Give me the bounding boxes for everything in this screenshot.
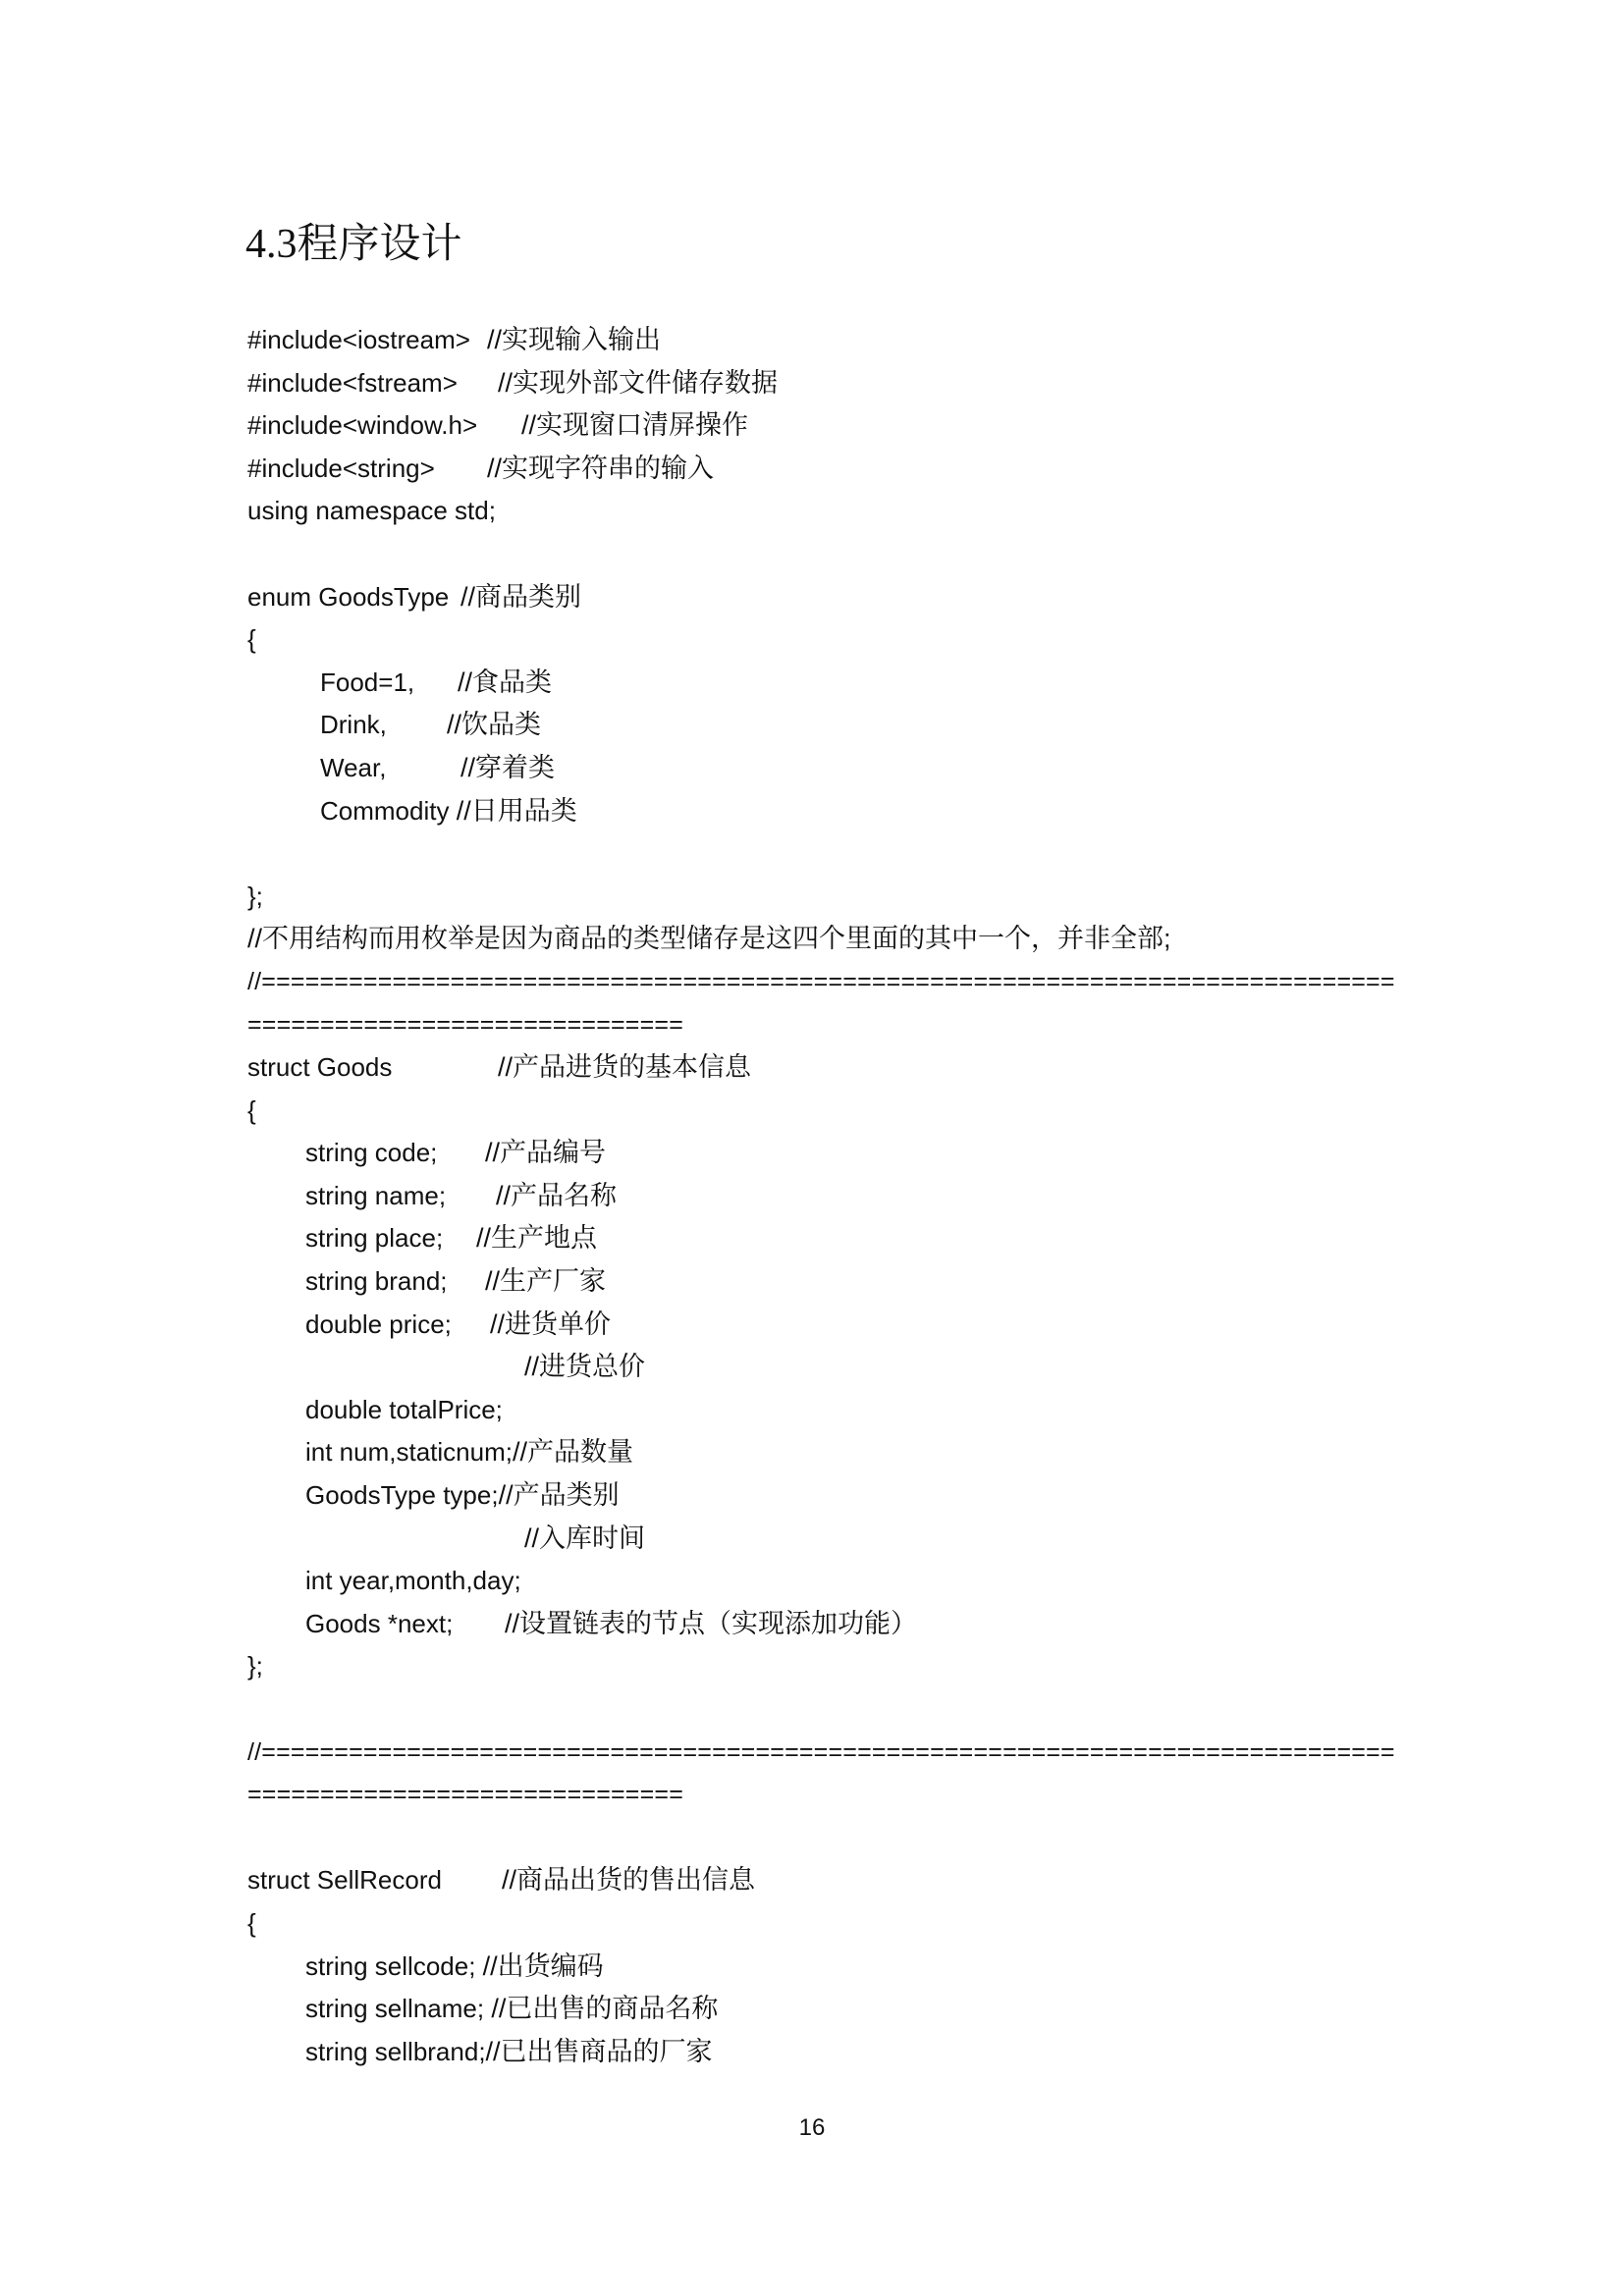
code-line: [247, 1389, 1426, 1432]
code-line: [247, 1859, 1426, 1902]
code-line: [247, 1474, 1426, 1518]
code-comment: //出货编码: [482, 1950, 604, 1981]
code-comment: //穿着类: [460, 752, 556, 782]
code-comment: //实现字符串的输入: [487, 453, 715, 483]
code-line: [247, 1260, 1426, 1304]
code-line: [247, 319, 1426, 362]
code-line: [247, 1132, 1426, 1175]
code-text: string sellcode;: [305, 1950, 476, 1981]
code-line: [247, 1645, 1426, 1688]
blank-line: [247, 832, 1426, 876]
code-text: {: [247, 1907, 256, 1938]
code-text: #include<string>: [247, 453, 435, 483]
section-heading: 4.3程序设计: [245, 222, 462, 267]
code-line: [247, 1603, 1426, 1646]
code-line: [247, 1988, 1426, 2031]
separator-line: [247, 1732, 1426, 1775]
separator-line: [247, 1774, 1426, 1817]
code-line: [247, 404, 1426, 448]
code-text: Drink,: [320, 710, 387, 740]
code-text: //==============================================================================: [247, 1737, 1395, 1766]
code-comment: //已出售商品的厂家: [485, 2036, 713, 2066]
code-text: string name;: [305, 1180, 447, 1210]
code-comment: //食品类: [458, 667, 553, 697]
code-text: double price;: [305, 1308, 452, 1339]
separator-line: [247, 1004, 1426, 1047]
code-text: struct Goods: [247, 1052, 393, 1083]
code-text: int year,month,day;: [305, 1566, 521, 1596]
code-text: string place;: [305, 1223, 444, 1254]
blank-line: [247, 533, 1426, 576]
code-line: [247, 876, 1426, 919]
code-line: [247, 1431, 1426, 1474]
code-line: [247, 662, 1426, 705]
code-comment: //入库时间: [524, 1522, 646, 1553]
code-comment: //产品数量: [512, 1437, 633, 1468]
code-text: using namespace std;: [247, 496, 496, 526]
code-comment: //日用品类: [456, 795, 577, 826]
code-line: [247, 1946, 1426, 1989]
code-text: #include<fstream>: [247, 367, 458, 398]
code-comment: //饮品类: [447, 710, 542, 740]
code-text: ==============================: [247, 1781, 683, 1809]
code-text: struct SellRecord: [247, 1865, 442, 1896]
code-line: [247, 1902, 1426, 1946]
blank-line: [247, 1817, 1426, 1860]
code-comment: //商品出货的售出信息: [502, 1865, 756, 1896]
code-text: int num,staticnum;: [305, 1437, 513, 1468]
code-comment: //产品编号: [485, 1138, 607, 1168]
code-line: [247, 448, 1426, 491]
code-line: [247, 490, 1426, 533]
code-line: [247, 1046, 1426, 1090]
code-line: [247, 2031, 1426, 2074]
code-comment: //商品类别: [460, 581, 582, 612]
code-line: [247, 704, 1426, 747]
code-line: [247, 790, 1426, 833]
code-comment: //进货总价: [524, 1352, 646, 1382]
code-comment: //实现窗口清屏操作: [521, 410, 749, 441]
code-comment: //产品名称: [496, 1180, 618, 1210]
code-text: double totalPrice;: [305, 1394, 503, 1424]
code-comment: //已出售的商品名称: [491, 1994, 719, 2024]
code-line: [247, 747, 1426, 790]
code-comment: //产品类别: [498, 1480, 620, 1511]
code-line: [247, 576, 1426, 619]
code-text: enum GoodsType: [247, 581, 450, 612]
code-line: [247, 618, 1426, 662]
code-text: string code;: [305, 1138, 438, 1168]
code-comment: //设置链表的节点（实现添加功能）: [505, 1608, 918, 1638]
code-comment: //实现外部文件储存数据: [498, 367, 779, 398]
code-line: [247, 1217, 1426, 1260]
code-text: string sellbrand;: [305, 2036, 486, 2066]
code-text: Food=1,: [320, 667, 415, 697]
blank-line: [247, 1688, 1426, 1732]
code-text: };: [247, 881, 263, 911]
code-text: {: [247, 624, 256, 655]
code-comment: //产品进货的基本信息: [498, 1052, 752, 1083]
code-comment: //生产地点: [476, 1223, 598, 1254]
code-text: GoodsType type;: [305, 1480, 499, 1511]
code-text: Wear,: [320, 752, 387, 782]
code-text: ==============================: [247, 1010, 683, 1039]
code-text: {: [247, 1095, 256, 1125]
code-text: string sellname;: [305, 1994, 485, 2024]
code-line: [247, 1560, 1426, 1603]
code-text: Commodity: [320, 795, 450, 826]
code-line: [247, 1346, 1426, 1389]
code-text: string brand;: [305, 1266, 448, 1297]
code-listing: [247, 319, 1426, 2073]
separator-line: [247, 961, 1426, 1004]
code-line: [247, 1175, 1426, 1218]
code-text: #include<iostream>: [247, 325, 470, 354]
code-comment: //实现输入输出: [487, 325, 662, 354]
page-number: 16: [798, 2114, 826, 2141]
code-line: [247, 1304, 1426, 1347]
code-comment: //生产厂家: [485, 1266, 607, 1297]
code-line: [247, 918, 1426, 961]
code-comment: //进货单价: [490, 1308, 612, 1339]
code-text: Goods *next;: [305, 1608, 454, 1638]
code-text: #include<window.h>: [247, 410, 478, 441]
code-line: [247, 1518, 1426, 1561]
code-text: };: [247, 1651, 263, 1682]
code-line: [247, 1090, 1426, 1133]
code-text: //==============================================================================: [247, 967, 1395, 995]
code-line: [247, 362, 1426, 405]
code-comment: //不用结构而用枚举是因为商品的类型储存是这四个里面的其中一个，并非全部;: [247, 924, 1171, 954]
